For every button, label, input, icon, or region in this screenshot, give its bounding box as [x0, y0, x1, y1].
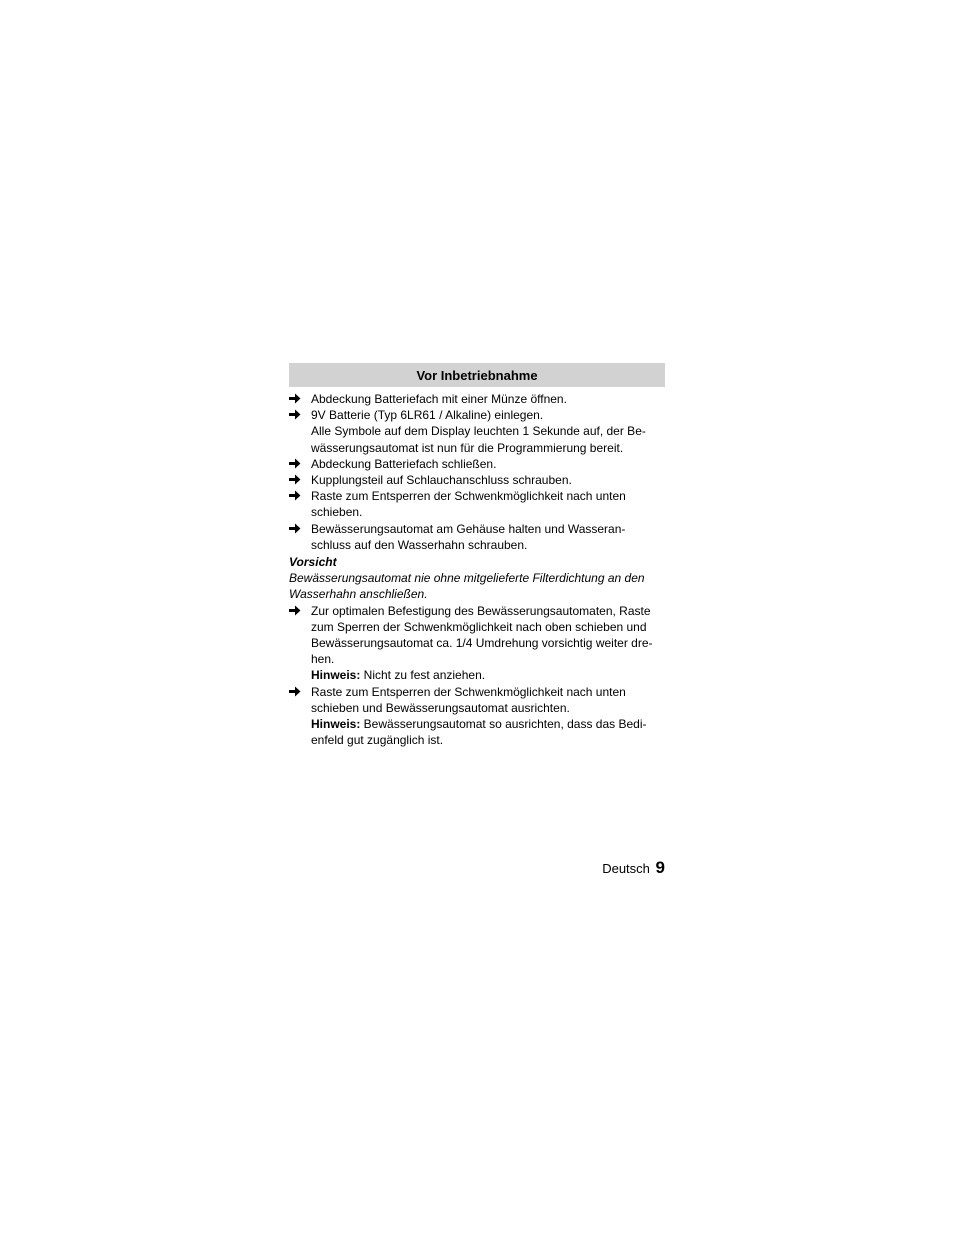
step-line: schieben und Bewässerungsautomat ausrichten.: [311, 700, 570, 715]
note-text: Bewässerungsautomat so ausrichten, dass das Bedi-: [360, 717, 647, 732]
step-line: 9V Batterie (Typ 6LR61 / Alkaline) einlegen.: [311, 408, 544, 423]
step-item: [289, 684, 665, 749]
note: [311, 667, 665, 683]
step-line: Abdeckung Batteriefach mit einer Münze öffnen.: [311, 392, 567, 406]
step-line: Abdeckung Batteriefach schließen.: [311, 456, 497, 471]
step-line: Bewässerungsautomat ca. 1/4 Umdrehung vorsichtig weiter dre-: [311, 636, 653, 651]
note-label: Hinweis:: [311, 668, 361, 683]
step-line: schieben.: [311, 505, 363, 520]
caution-line: Wasserhahn anschließen.: [289, 587, 428, 602]
arrow-right-icon: [289, 391, 303, 407]
arrow-right-icon: [289, 407, 303, 423]
step-line: Alle Symbole auf dem Display leuchten 1 Sekunde auf, der Be-: [311, 424, 646, 439]
note: [311, 716, 665, 732]
step-line: Raste zum Entsperren der Schwenkmöglichkeit nach unten: [311, 489, 626, 504]
step-item: [289, 456, 665, 472]
page-footer: [602, 856, 665, 881]
arrow-right-icon: [289, 456, 303, 472]
section-heading: Vor Inbetriebnahme: [289, 363, 665, 387]
arrow-right-icon: [289, 488, 303, 504]
arrow-right-icon: [289, 521, 303, 537]
note-text: enfeld gut zugänglich ist.: [311, 733, 444, 748]
caution-line: Bewässerungsautomat nie ohne mitgelieferte Filterdichtung an den: [289, 571, 645, 586]
caution-title: Vorsicht: [289, 555, 337, 570]
arrow-right-icon: [289, 603, 303, 619]
step-line: wässerungsautomat ist nun für die Programmierung bereit.: [311, 440, 624, 455]
step-item: [289, 391, 665, 407]
page-content: [289, 363, 665, 748]
footer-language: Deutsch: [602, 861, 650, 876]
step-line: schluss auf den Wasserhahn schrauben.: [311, 537, 528, 552]
step-line: zum Sperren der Schwenkmöglichkeit nach oben schieben und: [311, 619, 647, 634]
step-line: Zur optimalen Befestigung des Bewässerungsautomaten, Raste: [311, 603, 651, 618]
step-item: [289, 472, 665, 488]
note-text: Nicht zu fest anziehen.: [360, 668, 486, 683]
arrow-right-icon: [289, 684, 303, 700]
step-line: hen.: [311, 652, 335, 667]
arrow-right-icon: [289, 472, 303, 488]
step-line: Bewässerungsautomat am Gehäuse halten und Wasseran-: [311, 521, 626, 536]
step-line: Raste zum Entsperren der Schwenkmöglichkeit nach unten: [311, 684, 626, 699]
step-item: [289, 488, 665, 520]
page-number: 9: [655, 858, 665, 877]
step-item: [289, 521, 665, 553]
note-label: Hinweis:: [311, 717, 361, 732]
step-item: [289, 603, 665, 684]
step-line: Kupplungsteil auf Schlauchanschluss schrauben.: [311, 473, 572, 488]
step-item: [289, 407, 665, 456]
